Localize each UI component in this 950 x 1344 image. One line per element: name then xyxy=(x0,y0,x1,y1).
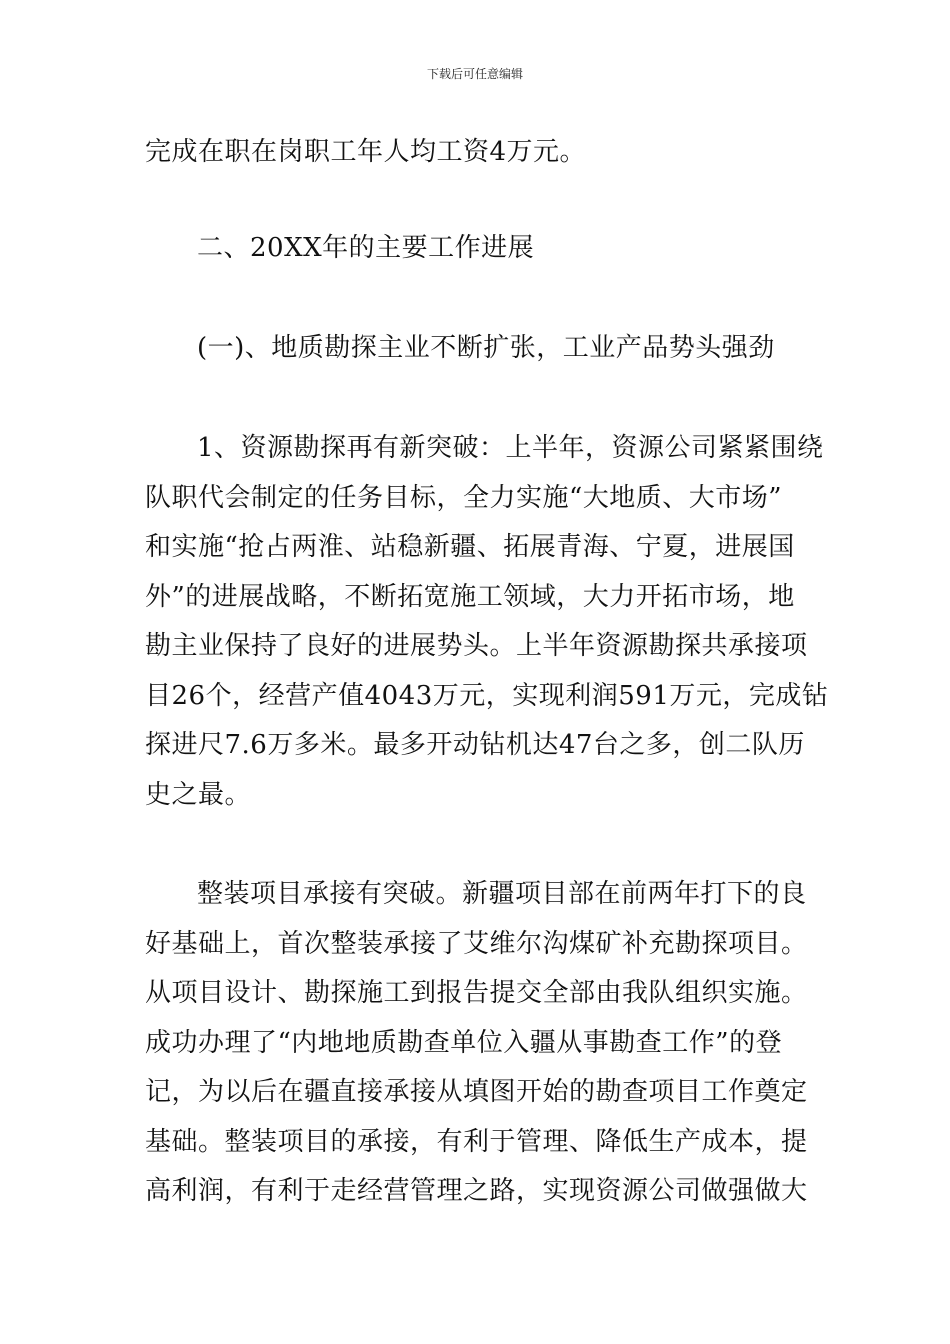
text-line: 好基础上，首次整装承接了艾维尔沟煤矿补充勘探项目。 xyxy=(145,928,808,959)
page-header-note: 下载后可任意编辑 xyxy=(426,67,523,81)
text-line: 成功办理了“内地地质勘查单位入疆从事勘查工作”的登 xyxy=(145,1027,783,1058)
text-line: 整装项目承接有突破。新疆项目部在前两年打下的良 xyxy=(197,879,807,909)
text-line: 和实施“抢占两淮、站稳新疆、拓展青海、宁夏，进展国 xyxy=(145,532,795,562)
text-line: 记，为以后在疆直接承接从填图开始的勘查项目工作奠定 xyxy=(145,1077,808,1107)
text-line: 外”的进展战略，不断拓宽施工领域，大力开拓市场，地 xyxy=(145,581,795,612)
text-line: 目26个，经营产值4043万元，实现利润591万元，完成钻 xyxy=(145,680,829,711)
text-line: (一)、地质勘探主业不断扩张，工业产品势头强劲 xyxy=(197,333,775,363)
text-line: 高利润，有利于走经营管理之路，实现资源公司做强做大 xyxy=(145,1176,808,1206)
text-line: 基础。整装项目的承接，有利于管理、降低生产成本，提 xyxy=(145,1126,808,1157)
paragraph-continuation xyxy=(145,128,810,178)
text-line: 1、资源勘探再有新突破：上半年，资源公司紧紧围绕 xyxy=(197,433,824,463)
text-line: 史之最。 xyxy=(145,779,252,810)
text-line: 完成在职在岗职工年人均工资4万元。 xyxy=(145,137,587,167)
text-line: 队职代会制定的任务目标，全力实施“大地质、大市场” xyxy=(145,482,783,513)
text-line: 二、20XX年的主要工作进展 xyxy=(197,233,535,263)
text-line: 探进尺7.6万多米。最多开动钻机达47台之多，创二队历 xyxy=(145,730,805,760)
paragraph-resource-exploration xyxy=(145,424,829,820)
paragraph-integrated-projects xyxy=(145,870,810,1217)
text-line: 从项目设计、勘探施工到报告提交全部由我队组织实施。 xyxy=(145,978,808,1008)
subsection-heading xyxy=(145,324,810,374)
section-heading xyxy=(145,224,810,274)
text-line: 勘主业保持了良好的进展势头。上半年资源勘探共承接项 xyxy=(145,631,808,661)
